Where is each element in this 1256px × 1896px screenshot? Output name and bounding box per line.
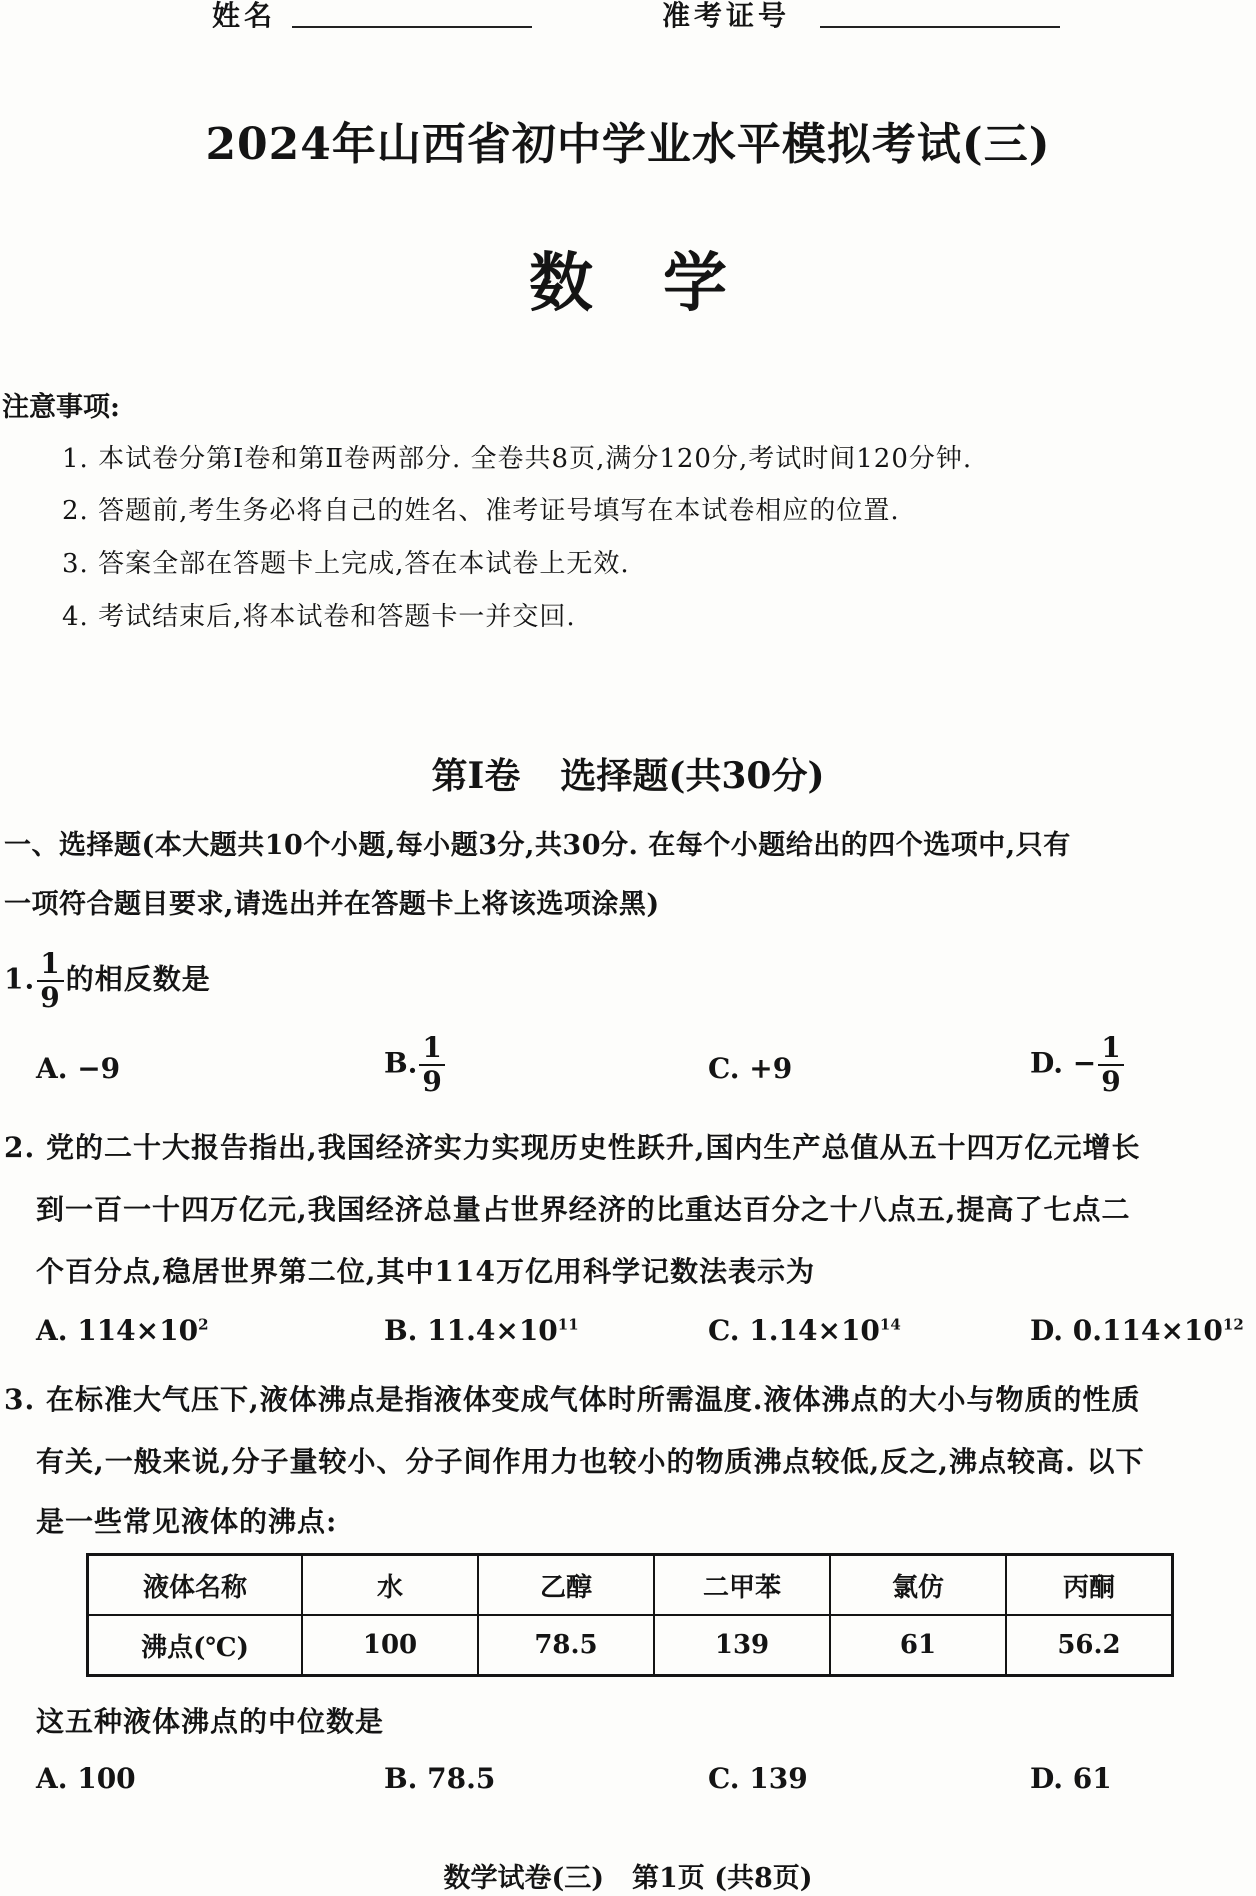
q1-option-d[interactable]: D. − $\frac{1}{9}$ (1030, 1034, 1126, 1096)
question-2-line: 到一百一十四万亿元,我国经济总量占世界经济的比重达百分之十八点五,提高了七点二 (36, 1193, 1131, 1226)
table-header-cell: 氯仿 (830, 1555, 1006, 1616)
exam-id-blank[interactable] (820, 26, 1060, 28)
table-cell: 沸点(℃) (88, 1615, 303, 1676)
notice-heading: 注意事项: (2, 392, 120, 423)
question-text: 的相反数是 (65, 962, 211, 996)
question-1 (4, 947, 211, 1014)
table-header-cell: 液体名称 (88, 1555, 303, 1616)
fraction: $\frac{1}{9}$ (37, 950, 63, 1012)
question-3-line: 有关,一般来说,分子量较小、分子间作用力也较小的物质沸点较低,反之,沸点较高. 以下 (36, 1445, 1145, 1478)
q1-option-b[interactable]: B. $\frac{1}{9}$ (384, 1034, 447, 1096)
q1-option-c[interactable]: C. +9 (708, 1052, 793, 1085)
table-header-cell: 乙醇 (478, 1555, 654, 1616)
q2-option-d[interactable]: D. $0.114\times 10^{12}$ (1030, 1314, 1244, 1347)
notice-item: 1. 本试卷分第Ⅰ卷和第Ⅱ卷两部分. 全卷共8页,满分120分,考试时间120分钟. (62, 444, 973, 474)
q3-option-d[interactable]: D. 61 (1030, 1762, 1112, 1795)
subject-title: 数学 (529, 246, 797, 321)
section-title (0, 748, 1256, 799)
name-label: 姓名 (212, 0, 277, 32)
question-3-prompt: 这五种液体沸点的中位数是 (36, 1705, 385, 1738)
table-header-cell: 二甲苯 (654, 1555, 830, 1616)
table-cell: 100 (302, 1615, 478, 1676)
q2-option-a[interactable]: A. $114\times 10^2$ (36, 1314, 209, 1347)
question-3-line: 是一些常见液体的沸点: (36, 1505, 338, 1538)
notice-item: 3. 答案全部在答题卡上完成,答在本试卷上无效. (62, 549, 630, 579)
table-header-cell: 丙酮 (1006, 1555, 1173, 1616)
fraction: $\frac{1}{9}$ (1098, 1034, 1123, 1096)
question-2-line: 个百分点,稳居世界第二位,其中114万亿用科学记数法表示为 (36, 1255, 815, 1288)
section-part: 第Ⅰ卷 (431, 755, 521, 797)
section-instruction: 一、选择题(本大题共10个小题,每小题3分,共30分. 在每个小题给出的四个选项中,只有 (4, 830, 1071, 861)
q2-option-c[interactable]: C. $1.14\times 10^{14}$ (708, 1314, 901, 1347)
q1-option-a[interactable]: A. −9 (36, 1052, 121, 1085)
q3-option-c[interactable]: C. 139 (708, 1762, 808, 1795)
exam-id-label: 准考证号 (662, 0, 791, 32)
boiling-point-table (86, 1553, 1174, 1677)
table-cell: 78.5 (478, 1615, 654, 1676)
question-number: 1. (4, 962, 36, 996)
fraction: $\frac{1}{9}$ (419, 1034, 444, 1096)
section-name: 选择题(共30分) (560, 755, 825, 797)
table-cell: 139 (654, 1615, 830, 1676)
table-row (88, 1615, 1173, 1676)
notice-item: 4. 考试结束后,将本试卷和答题卡一并交回. (62, 602, 576, 632)
q3-option-a[interactable]: A. 100 (36, 1762, 136, 1795)
question-3-line: 3. 在标准大气压下,液体沸点是指液体变成气体时所需温度.液体沸点的大小与物质的性质 (4, 1383, 1141, 1416)
table-cell: 61 (830, 1615, 1006, 1676)
name-blank[interactable] (292, 26, 532, 28)
table-cell: 56.2 (1006, 1615, 1173, 1676)
q2-option-b[interactable]: B. $11.4\times 10^{11}$ (384, 1314, 579, 1347)
table-row (88, 1555, 1173, 1616)
q3-option-b[interactable]: B. 78.5 (384, 1762, 496, 1795)
page-footer (0, 1856, 1256, 1895)
exam-title: 2024年山西省初中学业水平模拟考试(三) (205, 119, 1051, 170)
footer-page: 第1页 (共8页) (632, 1863, 813, 1894)
section-instruction: 一项符合题目要求,请选出并在答题卡上将该选项涂黑) (4, 889, 660, 920)
notice-item: 2. 答题前,考生务必将自己的姓名、准考证号填写在本试卷相应的位置. (62, 496, 900, 526)
question-2-line: 2. 党的二十大报告指出,我国经济实力实现历史性跃升,国内生产总值从五十四万亿元增长 (4, 1131, 1141, 1164)
footer-paper: 数学试卷(三) (443, 1863, 605, 1894)
table-header-cell: 水 (302, 1555, 478, 1616)
